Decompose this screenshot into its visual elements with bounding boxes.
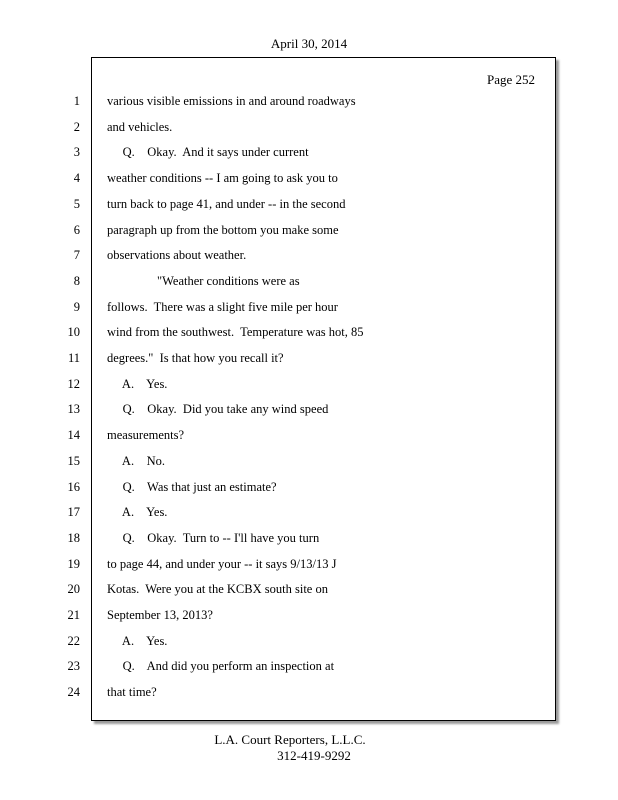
line-text: follows. There was a slight five mile per hour (107, 299, 338, 314)
line-number: 24 (67, 685, 80, 700)
line-number: 11 (67, 351, 80, 365)
line-text: September 13, 2013? (107, 608, 213, 622)
line-number: 7 (73, 248, 80, 263)
line-text: turn back to page 41, and under -- in the second (107, 196, 346, 211)
line-number: 19 (67, 556, 80, 571)
line-number: 15 (67, 453, 80, 468)
line-number: 8 (73, 273, 80, 288)
line-number: 2 (73, 119, 80, 134)
line-text: A. No. (107, 453, 165, 468)
line-text: to page 44, and under your -- it says 9/13/13 J (107, 556, 337, 571)
line-number: 3 (73, 145, 80, 160)
line-text: that time? (107, 685, 157, 700)
line-text: A. Yes. (107, 505, 168, 520)
line-number: 20 (67, 582, 80, 597)
line-text: A. Yes. (107, 633, 168, 648)
line-text: A. Yes. (107, 376, 168, 391)
line-number: 13 (67, 402, 80, 417)
line-text: Kotas. Were you at the KCBX south site on (107, 582, 328, 597)
line-text: Q. Okay. Did you take any wind speed (107, 402, 329, 417)
line-number: 23 (67, 659, 80, 674)
line-text: observations about weather. (107, 248, 247, 263)
line-number: 16 (67, 479, 80, 494)
footer-phone: 312-419-9292 (277, 748, 351, 763)
line-text: various visible emissions in and around roadways (107, 94, 356, 108)
line-number: 1 (73, 94, 80, 108)
line-text: Q. Was that just an estimate? (107, 479, 277, 494)
line-number: 21 (67, 608, 80, 622)
line-number: 12 (67, 376, 80, 391)
line-number: 17 (67, 505, 80, 520)
line-text: measurements? (107, 428, 185, 443)
line-number: 4 (73, 171, 80, 186)
line-number: 14 (67, 428, 80, 443)
line-text: weather conditions -- I am going to ask you to (107, 171, 338, 186)
page-number: Page 252 (486, 72, 535, 87)
line-number: 6 (73, 222, 80, 237)
line-number: 9 (73, 299, 80, 314)
line-number: 5 (73, 196, 80, 211)
page-date-header: April 30, 2014 (270, 36, 348, 51)
line-number: 10 (67, 325, 80, 340)
line-text: paragraph up from the bottom you make some (107, 222, 339, 237)
footer-company: L.A. Court Reporters, L.L.C. (214, 732, 366, 747)
line-number: 22 (67, 633, 80, 648)
line-text: "Weather conditions were as (107, 273, 300, 288)
line-text: degrees." Is that how you recall it? (107, 351, 284, 365)
line-text: and vehicles. (107, 119, 173, 134)
line-text: Q. Okay. Turn to -- I'll have you turn (107, 530, 320, 545)
line-text: wind from the southwest. Temperature was hot, 85 (107, 325, 364, 340)
line-text: Q. And did you perform an inspection at (107, 659, 335, 674)
line-number: 18 (67, 530, 80, 545)
line-text: Q. Okay. And it says under current (107, 145, 309, 160)
